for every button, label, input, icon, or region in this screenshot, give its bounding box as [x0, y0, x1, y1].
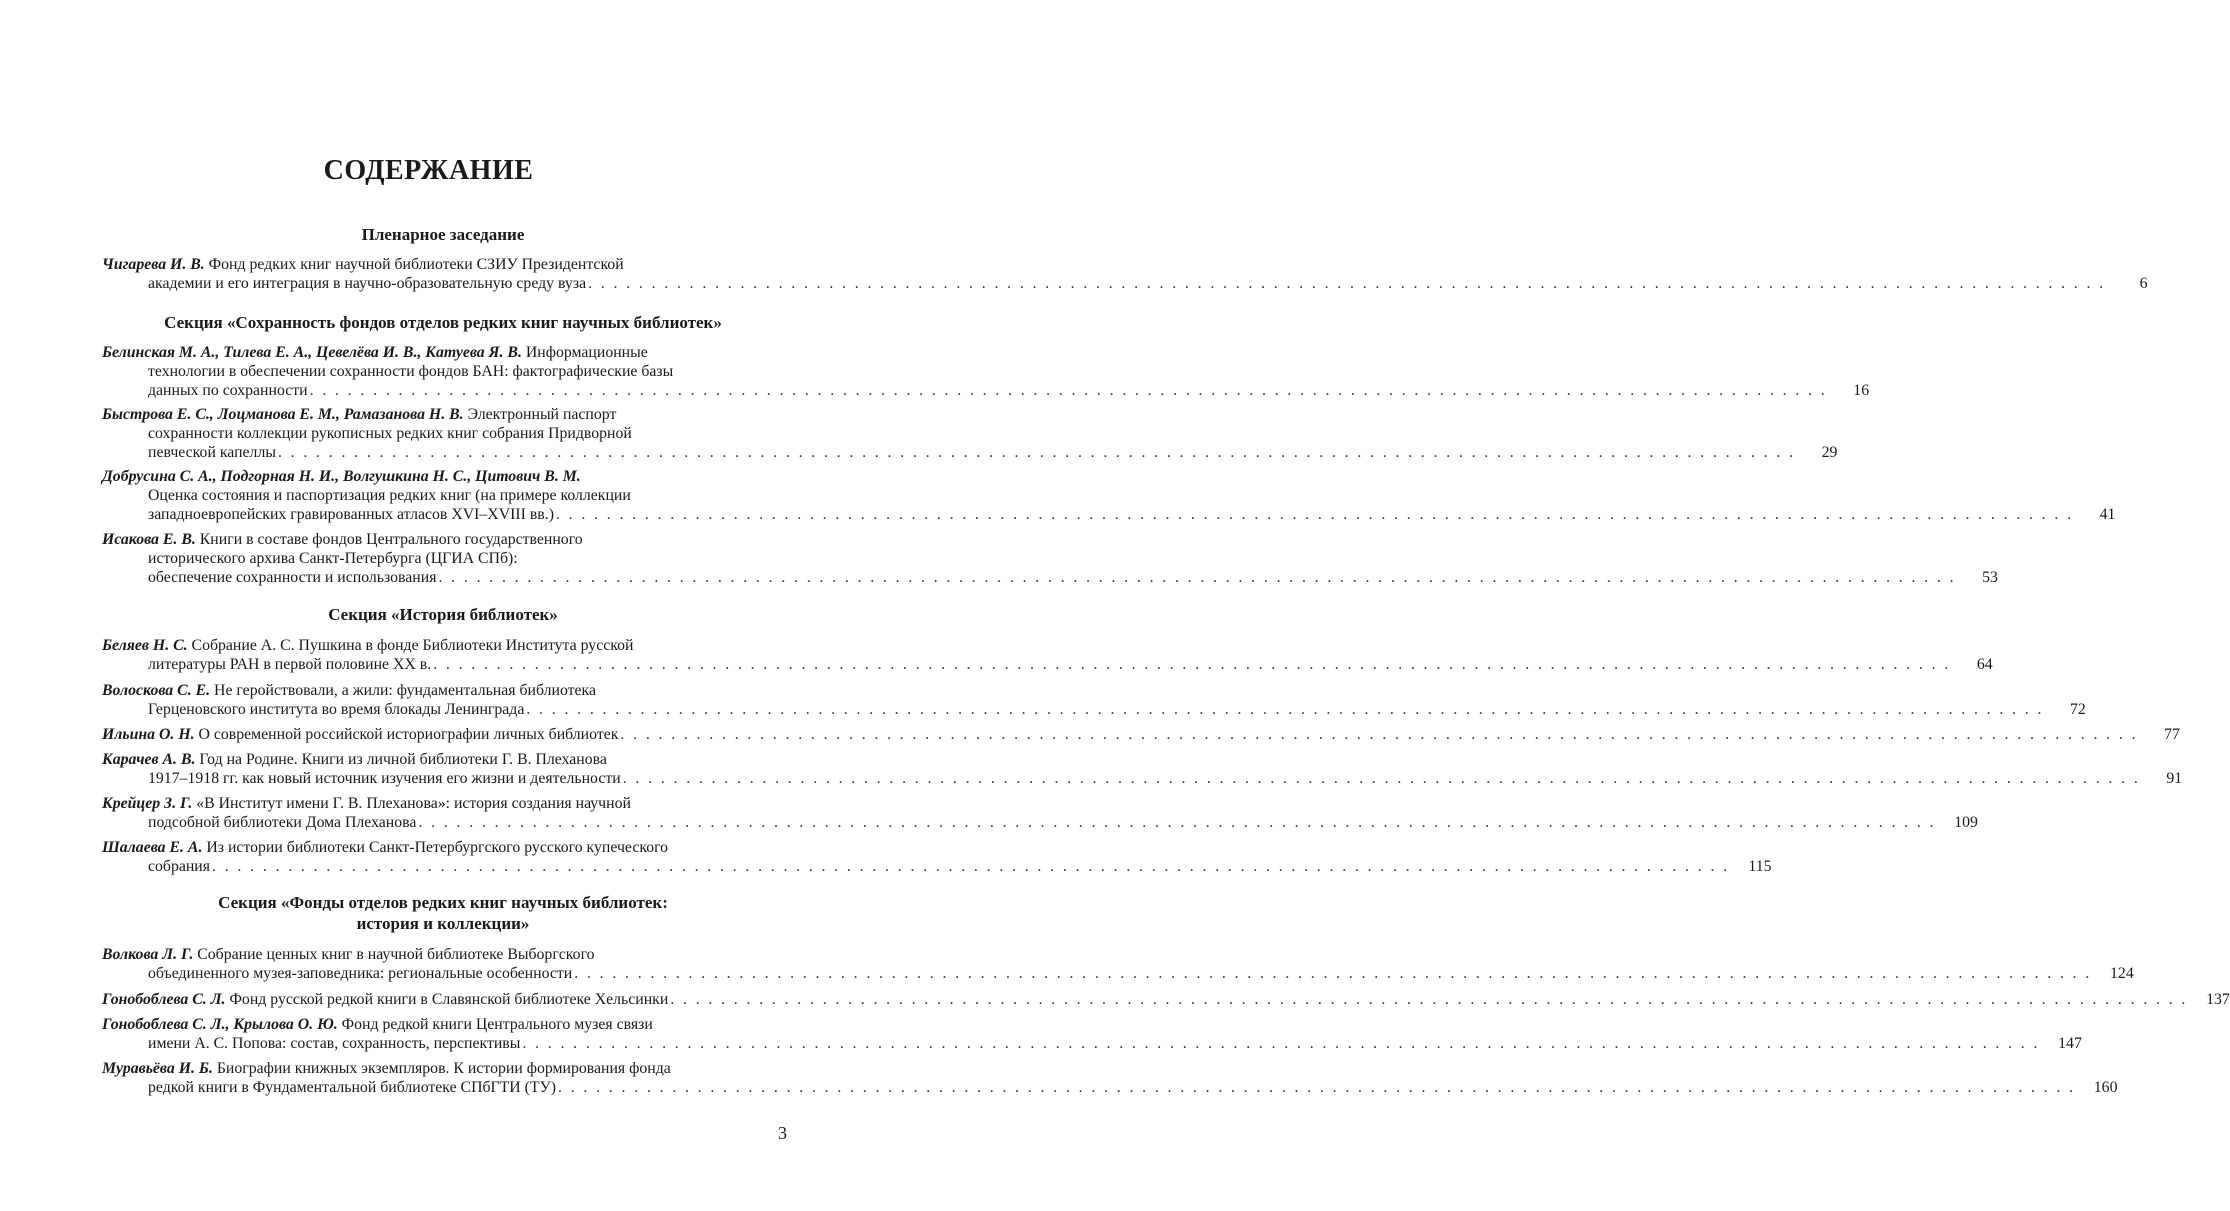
toc-entry-line [148, 857, 1772, 876]
entry-title-text: собрания [148, 858, 211, 875]
entry-title-text: Фонд русской редкой книги в Славянской библиотеке Хельсинки [229, 991, 669, 1008]
dot-leader: . . . . . . . . . . . . . . . . . . . . . . . . . . . . . . . . . . . . . . . . . . . . . . . . . . . . . . . . . . . . . . . . . . . . . . . . . . . . . . . . . . . . . . . . . . . . . . . . . . . . . . . . . . . . . . . . . . . . . . . . [558, 1079, 2076, 1096]
entry-title-text: «В Институт имени Г. В. Плеханова»: история создания научной [196, 795, 631, 812]
dot-leader: . . . . . . . . . . . . . . . . . . . . . . . . . . . . . . . . . . . . . . . . . . . . . . . . . . . . . . . . . . . . . . . . . . . . . . . . . . . . . . . . . . . . . . . . . . . . . . . . . . . . . . . . . . . . . . . . . . . . . . . . [433, 656, 1951, 673]
entry-title-text: Информационные [525, 344, 648, 361]
dot-leader: . . . . . . . . . . . . . . . . . . . . . . . . . . . . . . . . . . . . . . . . . . . . . . . . . . . . . . . . . . . . . . . . . . . . . . . . . . . . . . . . . . . . . . . . . . . . . . . . . . . . . . . . . . . . . . . . . . . . . . . . [438, 569, 1956, 586]
entry-authors: Быстрова Е. С., Лоцманова Е. М., Рамазанова Н. В. [102, 406, 464, 423]
section-heading: Секция «История библиотек» [328, 605, 558, 624]
toc-entry-line [148, 443, 1838, 462]
entry-page-number: 64 [1976, 656, 1993, 673]
entry-authors: Гонобоблева С. Л., Крылова О. Ю. [102, 1016, 338, 1033]
page-title: СОДЕРЖАНИЕ [323, 155, 534, 186]
entry-authors: Волкова Л. Г. [102, 946, 194, 963]
entry-page-number: 72 [2070, 701, 2086, 718]
entry-title-text: подсобной библиотеки Дома Плеханова [148, 814, 417, 831]
section-heading: Секция «Сохранность фондов отделов редких книг научных библиотек» [164, 313, 722, 332]
toc-entry-line [102, 530, 784, 549]
toc-entry-line [102, 636, 784, 655]
dot-leader: . . . . . . . . . . . . . . . . . . . . . . . . . . . . . . . . . . . . . . . . . . . . . . . . . . . . . . . . . . . . . . . . . . . . . . . . . . . . . . . . . . . . . . . . . . . . . . . . . . . . . . . . . . . . . . . . . . . . . . . . [418, 814, 1936, 831]
dot-leader: . . . . . . . . . . . . . . . . . . . . . . . . . . . . . . . . . . . . . . . . . . . . . . . . . . . . . . . . . . . . . . . . . . . . . . . . . . . . . . . . . . . . . . . . . . . . . . . . . . . . . . . . . . . . . . . . . . . . . . . . [212, 858, 1730, 875]
toc-entry-line [102, 1015, 784, 1034]
toc-entry-line [148, 700, 2086, 719]
entry-page-number: 41 [2099, 506, 2116, 523]
entry-title-text: объединенного музея-заповедника: региональные особенности [148, 965, 573, 982]
entry-authors: Добрусина С. А., Подгорная Н. И., Волгушкина Н. С., Цитович В. М. [102, 468, 581, 485]
toc-entry-line [148, 486, 784, 505]
entry-title-text: Фонд редких книг научной библиотеки СЗИУ Президентской [208, 256, 624, 273]
dot-leader: . . . . . . . . . . . . . . . . . . . . . . . . . . . . . . . . . . . . . . . . . . . . . . . . . . . . . . . . . . . . . . . . . . . . . . . . . . . . . . . . . . . . . . . . . . . . . . . . . . . . . . . . . . . . . . . . . . . . . . . . [670, 991, 2188, 1008]
entry-title-text: технологии в обеспечении сохранности фондов БАН: фактографические базы [148, 363, 674, 380]
entry-page-number: 91 [2166, 770, 2183, 787]
entry-authors: Муравьёва И. Б. [102, 1060, 213, 1077]
entry-page-number: 147 [2058, 1035, 2082, 1052]
entry-authors: Волоскова С. Е. [102, 682, 211, 699]
dot-leader: . . . . . . . . . . . . . . . . . . . . . . . . . . . . . . . . . . . . . . . . . . . . . . . . . . . . . . . . . . . . . . . . . . . . . . . . . . . . . . . . . . . . . . . . . . . . . . . . . . . . . . . . . . . . . . . . . . . . . . . . [526, 701, 2044, 718]
toc-entry-line [102, 990, 2230, 1009]
section-heading: история и коллекции» [356, 914, 530, 933]
toc-entry-line [102, 255, 784, 274]
entry-title-text: Оценка состояния и паспортизация редких книг (на примере коллекции [148, 487, 631, 504]
toc-entry-line [148, 424, 784, 443]
dot-leader: . . . . . . . . . . . . . . . . . . . . . . . . . . . . . . . . . . . . . . . . . . . . . . . . . . . . . . . . . . . . . . . . . . . . . . . . . . . . . . . . . . . . . . . . . . . . . . . . . . . . . . . . . . . . . . . . . . . . . . . . [555, 506, 2074, 523]
toc-entry-line [148, 549, 784, 568]
toc-entry-line [148, 381, 1870, 400]
toc-entry-line [148, 1078, 2118, 1097]
section-heading: Пленарное заседание [361, 225, 525, 244]
entry-page-number: 16 [1853, 382, 1870, 399]
toc-entry-line [102, 343, 784, 362]
dot-leader: . . . . . . . . . . . . . . . . . . . . . . . . . . . . . . . . . . . . . . . . . . . . . . . . . . . . . . . . . . . . . . . . . . . . . . . . . . . . . . . . . . . . . . . . . . . . . . . . . . . . . . . . . . . . . . . . . . . . . . . . [620, 726, 2138, 743]
toc-entry-line [148, 505, 2116, 524]
entry-title-text: певческой капеллы [148, 444, 276, 461]
entry-authors: Чигарева И. В. [102, 256, 205, 273]
entry-title-text: Фонд редкой книги Центрального музея связи [341, 1016, 653, 1033]
entry-authors: Шалаева Е. А. [102, 839, 203, 856]
entry-authors: Крейцер З. Г. [102, 795, 193, 812]
dot-leader: . . . . . . . . . . . . . . . . . . . . . . . . . . . . . . . . . . . . . . . . . . . . . . . . . . . . . . . . . . . . . . . . . . . . . . . . . . . . . . . . . . . . . . . . . . . . . . . . . . . . . . . . . . . . . . . . . . . . . . . . [309, 382, 1828, 399]
entry-page-number: 137 [2206, 991, 2230, 1008]
entry-title-text: сохранности коллекции рукописных редких книг собрания Придворной [148, 425, 632, 442]
entry-title-text: редкой книги в Фундаментальной библиотеке СПбГТИ (ТУ) [148, 1079, 557, 1096]
toc-entry-line [102, 467, 784, 486]
entry-page-number: 124 [2110, 965, 2134, 982]
page-number: 3 [778, 1123, 787, 1143]
dot-leader: . . . . . . . . . . . . . . . . . . . . . . . . . . . . . . . . . . . . . . . . . . . . . . . . . . . . . . . . . . . . . . . . . . . . . . . . . . . . . . . . . . . . . . . . . . . . . . . . . . . . . . . . . . . . . . . . . . . . . . . . [574, 965, 2092, 982]
toc-entry-line [148, 655, 1993, 674]
entry-title-text: Электронный паспорт [467, 406, 617, 423]
entry-title-text: Не геройствовали, а жили: фундаментальная библиотека [214, 682, 596, 699]
entry-page-number: 160 [2093, 1079, 2118, 1096]
entry-title-text: Книги в составе фондов Центрального государственного [199, 531, 583, 548]
dot-leader: . . . . . . . . . . . . . . . . . . . . . . . . . . . . . . . . . . . . . . . . . . . . . . . . . . . . . . . . . . . . . . . . . . . . . . . . . . . . . . . . . . . . . . . . . . . . . . . . . . . . . . . . . . . . . . . . . . . . . . . . [277, 444, 1796, 461]
toc-entry-line [102, 725, 2180, 744]
entry-title-text: Собрание А. С. Пушкина в фонде Библиотеки Института русской [191, 637, 634, 654]
toc-entry-line [148, 568, 1998, 587]
entry-page-number: 109 [1954, 814, 1978, 831]
toc-entry-line [102, 838, 784, 857]
toc-entry-line [102, 794, 784, 813]
toc-entry-line [148, 964, 2134, 983]
dot-leader: . . . . . . . . . . . . . . . . . . . . . . . . . . . . . . . . . . . . . . . . . . . . . . . . . . . . . . . . . . . . . . . . . . . . . . . . . . . . . . . . . . . . . . . . . . . . . . . . . . . . . . . . . . . . . . . . . . . . . . . . [522, 1035, 2040, 1052]
toc-entry-line [148, 274, 2148, 293]
entry-title-text: академии и его интеграция в научно-образовательную среду вуза [148, 275, 587, 292]
entry-title-text: Собрание ценных книг в научной библиотеке Выборгского [197, 946, 595, 963]
toc-entry-line [102, 945, 784, 964]
entry-title-text: данных по сохранности [148, 382, 308, 399]
entry-authors: Карачев А. В. [102, 751, 196, 768]
toc-entry-line [102, 681, 784, 700]
entry-title-text: Из истории библиотеки Санкт-Петербургского русского купеческого [206, 839, 669, 856]
toc-entry-line [102, 1059, 784, 1078]
entry-page-number: 115 [1748, 858, 1772, 875]
entry-page-number: 53 [1982, 569, 1998, 586]
entry-title-text: литературы РАН в первой половине XX в. [148, 656, 432, 673]
entry-title-text: западноевропейских гравированных атласов XVI–XVIII вв.) [148, 506, 554, 523]
entry-page-number: 29 [1821, 444, 1838, 461]
dot-leader: . . . . . . . . . . . . . . . . . . . . . . . . . . . . . . . . . . . . . . . . . . . . . . . . . . . . . . . . . . . . . . . . . . . . . . . . . . . . . . . . . . . . . . . . . . . . . . . . . . . . . . . . . . . . . . . . . . . . . . . . [622, 770, 2141, 787]
toc-entry-line [102, 405, 784, 424]
entry-title-text: 1917–1918 гг. как новый источник изучения его жизни и деятельности [148, 770, 621, 787]
entry-title-text: имени А. С. Попова: состав, сохранность, перспективы [148, 1035, 521, 1052]
entry-authors: Гонобоблева С. Л. [102, 991, 226, 1008]
toc-entry-line [148, 813, 1978, 832]
entry-authors: Белинская М. А., Тилева Е. А., Цевелёва И. В., Катуева Я. В. [102, 344, 522, 361]
toc-entry-line [148, 362, 784, 381]
entry-authors: Исакова Е. В. [102, 531, 196, 548]
entry-title-text: Биографии книжных экземпляров. К истории формирования фонда [216, 1060, 671, 1077]
entry-authors: Ильина О. Н. [102, 726, 195, 743]
entry-title-text: исторического архива Санкт-Петербурга (ЦГИА СПб): [148, 550, 518, 567]
entry-authors: Беляев Н. С. [102, 637, 188, 654]
toc-entry-line [148, 769, 2183, 788]
toc-entry-line [102, 750, 784, 769]
entry-page-number: 6 [2139, 275, 2148, 292]
entry-title-text: Герценовского института во время блокады Ленинграда [148, 701, 525, 718]
entry-page-number: 77 [2164, 726, 2180, 743]
entry-title-text: Год на Родине. Книги из личной библиотеки Г. В. Плеханова [199, 751, 607, 768]
entry-title-text: О современной российской историографии личных библиотек [198, 726, 619, 743]
toc-entry-line [148, 1034, 2082, 1053]
dot-leader: . . . . . . . . . . . . . . . . . . . . . . . . . . . . . . . . . . . . . . . . . . . . . . . . . . . . . . . . . . . . . . . . . . . . . . . . . . . . . . . . . . . . . . . . . . . . . . . . . . . . . . . . . . . . . . . . . . . . . . . . [588, 275, 2106, 292]
section-heading: Секция «Фонды отделов редких книг научных библиотек: [218, 893, 668, 912]
entry-title-text: обеспечение сохранности и использования [148, 569, 437, 586]
